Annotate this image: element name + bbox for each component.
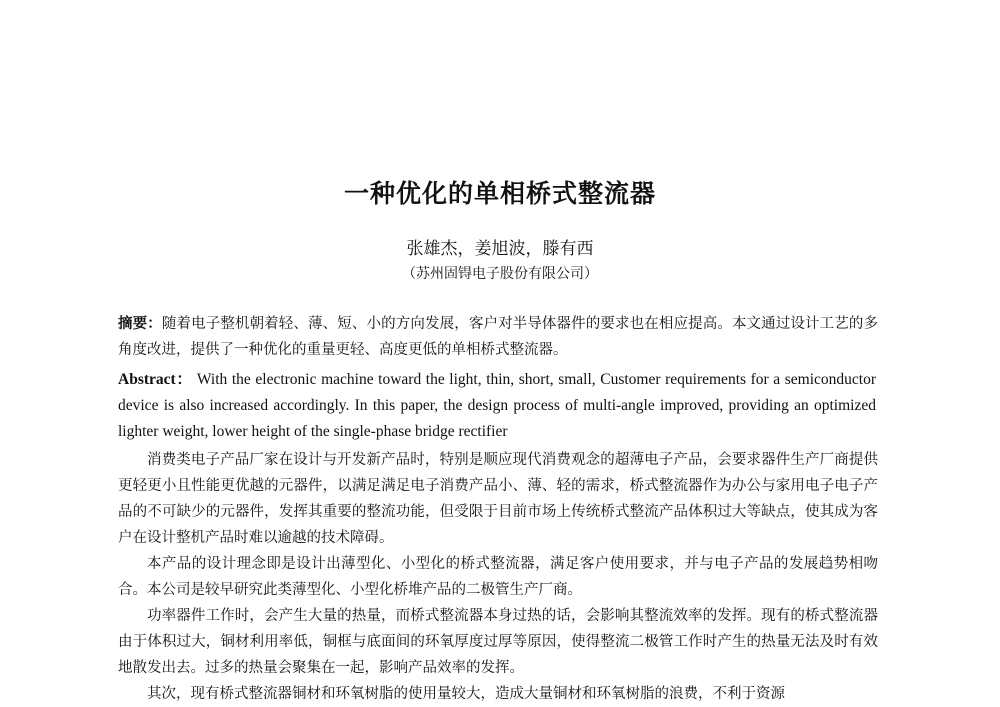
abstract-english: [118, 367, 876, 445]
paper-authors: 张雄杰，姜旭波，滕有西: [406, 239, 594, 259]
paper-affiliation: （苏州固锝电子股份有限公司）: [402, 266, 598, 282]
abstract-english-text: With the electronic machine toward the light, thin, short, small, Customer requirements for a semiconductor device is also increased accordingly. In this paper, the design process of multi-angle improved, providing an optimized lighter weight, lower height of the single-phase bridge rectifier: [118, 371, 876, 440]
abstract-chinese-label: 摘要：: [118, 316, 162, 332]
body-paragraph: 消费类电子产品厂家在设计与开发新产品时，特别是顺应现代消费观念的超薄电子产品，会要求器件生产厂商提供更轻更小且性能更优越的元器件，以满足满足电子消费产品小、薄、轻的需求，桥式整流器作为办公与家用电子电子产品的不可缺少的元器件，发挥其重要的整流功能，但受限于目前市场上传统桥式整流产品体积过大等缺点，使其成为客户在设计整机产品时难以逾越的技术障碍。: [118, 452, 878, 546]
paper-title: 一种优化的单相桥式整流器: [343, 179, 656, 208]
abstract-english-label: Abstract：: [118, 371, 193, 388]
body-paragraph: 其次，现有桥式整流器铜材和环氧树脂的使用量较大，造成大量铜材和环氧树脂的浪费，不利于资源: [147, 686, 785, 702]
abstract-chinese-text: 随着电子整机朝着轻、薄、短、小的方向发展，客户对半导体器件的要求也在相应提高。本文通过设计工艺的多角度改进，提供了一种优化的重量更轻、高度更低的单相桥式整流器。: [118, 316, 879, 358]
body-paragraph: 功率器件工作时，会产生大量的热量，而桥式整流器本身过热的话，会影响其整流效率的发挥。现有的桥式整流器由于体积过大，铜材利用率低，铜框与底面间的环氧厚度过厚等原因，使得整流二极管工作时产生的热量无法及时有效地散发出去。过多的热量会聚集在一起，影响产品效率的发挥。: [118, 608, 878, 676]
body-text: [118, 447, 878, 707]
abstract-chinese: [118, 311, 878, 363]
body-paragraph: 本产品的设计理念即是设计出薄型化、小型化的桥式整流器，满足客户使用要求，并与电子产品的发展趋势相吻合。本公司是较早研究此类薄型化、小型化桥堆产品的二极管生产厂商。: [118, 556, 878, 598]
